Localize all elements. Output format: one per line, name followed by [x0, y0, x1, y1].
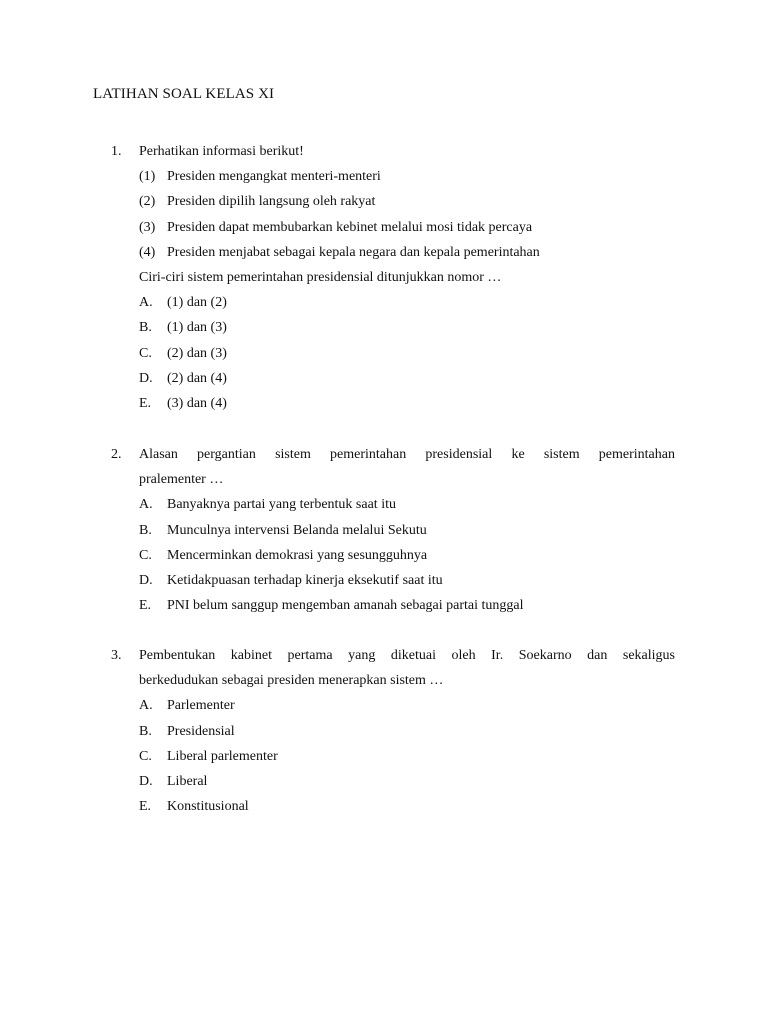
option-label: B.	[139, 320, 152, 336]
option-a[interactable]	[139, 693, 675, 718]
option-label: B.	[139, 723, 152, 739]
option-b[interactable]	[139, 719, 675, 744]
option-label: E.	[139, 396, 152, 412]
option-text: Parlementer	[167, 698, 235, 714]
option-text: Mencerminkan demokrasi yang sesungguhnya	[167, 547, 428, 563]
option-text: Konstitusional	[167, 799, 249, 815]
statement-label: (2)	[139, 194, 156, 210]
question-3	[111, 643, 676, 819]
option-c[interactable]	[139, 744, 675, 769]
question-body	[139, 442, 675, 618]
option-e[interactable]	[139, 391, 675, 416]
option-c[interactable]	[139, 543, 675, 568]
option-label: A.	[139, 497, 153, 513]
question-body	[139, 139, 675, 416]
question-prompt-line: Pembentukan kabinet pertama yang diketuai oleh Ir. Soekarno dan sekaligus	[139, 648, 675, 663]
option-a[interactable]	[139, 492, 675, 517]
question-number: 2.	[111, 447, 122, 462]
option-d[interactable]	[139, 769, 675, 794]
question-2	[111, 442, 676, 618]
option-label: C.	[139, 547, 152, 563]
option-label: E.	[139, 799, 152, 815]
option-a[interactable]	[139, 290, 675, 315]
option-label: D.	[139, 774, 153, 790]
statement-text: Presiden dipilih langsung oleh rakyat	[167, 194, 376, 210]
page-title: LATIHAN SOAL KELAS XI	[93, 86, 275, 102]
option-text: Munculnya intervensi Belanda melalui Sekutu	[167, 522, 427, 538]
statement-text: Presiden menjabat sebagai kepala negara dan kepala pemerintahan	[167, 244, 540, 260]
option-text: Presidensial	[167, 723, 235, 739]
option-text: (1) dan (2)	[167, 295, 227, 311]
statement-label: (3)	[139, 219, 156, 235]
question-number: 1.	[111, 144, 122, 159]
statement-item	[139, 215, 675, 240]
option-e[interactable]	[139, 794, 675, 819]
option-text: (2) dan (4)	[167, 370, 227, 386]
option-label: D.	[139, 370, 153, 386]
option-d[interactable]	[139, 568, 675, 593]
option-text: (1) dan (3)	[167, 320, 227, 336]
question-number: 3.	[111, 648, 122, 663]
statement-text: Presiden mengangkat menteri-menteri	[167, 169, 381, 185]
option-label: A.	[139, 698, 153, 714]
question-prompt: Perhatikan informasi berikut!	[139, 144, 304, 159]
question-text: Ciri-ciri sistem pemerintahan presidensial ditunjukkan nomor …	[139, 270, 502, 286]
option-text: PNI belum sanggup mengemban amanah sebagai partai tunggal	[167, 598, 524, 614]
option-label: E.	[139, 598, 152, 614]
question-prompt-line: pralementer …	[139, 472, 224, 488]
option-text: Ketidakpuasan terhadap kinerja eksekutif saat itu	[167, 573, 443, 589]
option-label: D.	[139, 573, 153, 589]
option-b[interactable]	[139, 315, 675, 340]
option-label: C.	[139, 748, 152, 764]
statement-label: (4)	[139, 244, 156, 260]
option-e[interactable]	[139, 593, 675, 618]
statement-text: Presiden dapat membubarkan kebinet melalui mosi tidak percaya	[167, 219, 533, 235]
option-c[interactable]	[139, 341, 675, 366]
question-prompt-line: Alasan pergantian sistem pemerintahan presidensial ke sistem pemerintahan	[139, 447, 675, 462]
option-label: B.	[139, 522, 152, 538]
statement-label: (1)	[139, 169, 156, 185]
statement-item	[139, 164, 675, 189]
option-text: (3) dan (4)	[167, 396, 227, 412]
question-1	[111, 139, 676, 416]
option-text: Liberal parlementer	[167, 748, 278, 764]
option-text: (2) dan (3)	[167, 345, 227, 361]
option-label: C.	[139, 345, 152, 361]
option-d[interactable]	[139, 366, 675, 391]
question-prompt-line: berkedudukan sebagai presiden menerapkan sistem …	[139, 673, 444, 689]
statement-item	[139, 240, 675, 265]
option-text: Liberal	[167, 774, 208, 790]
statement-item	[139, 189, 675, 214]
option-text: Banyaknya partai yang terbentuk saat itu	[167, 497, 396, 513]
option-b[interactable]	[139, 518, 675, 543]
question-body	[139, 643, 675, 819]
option-label: A.	[139, 295, 153, 311]
